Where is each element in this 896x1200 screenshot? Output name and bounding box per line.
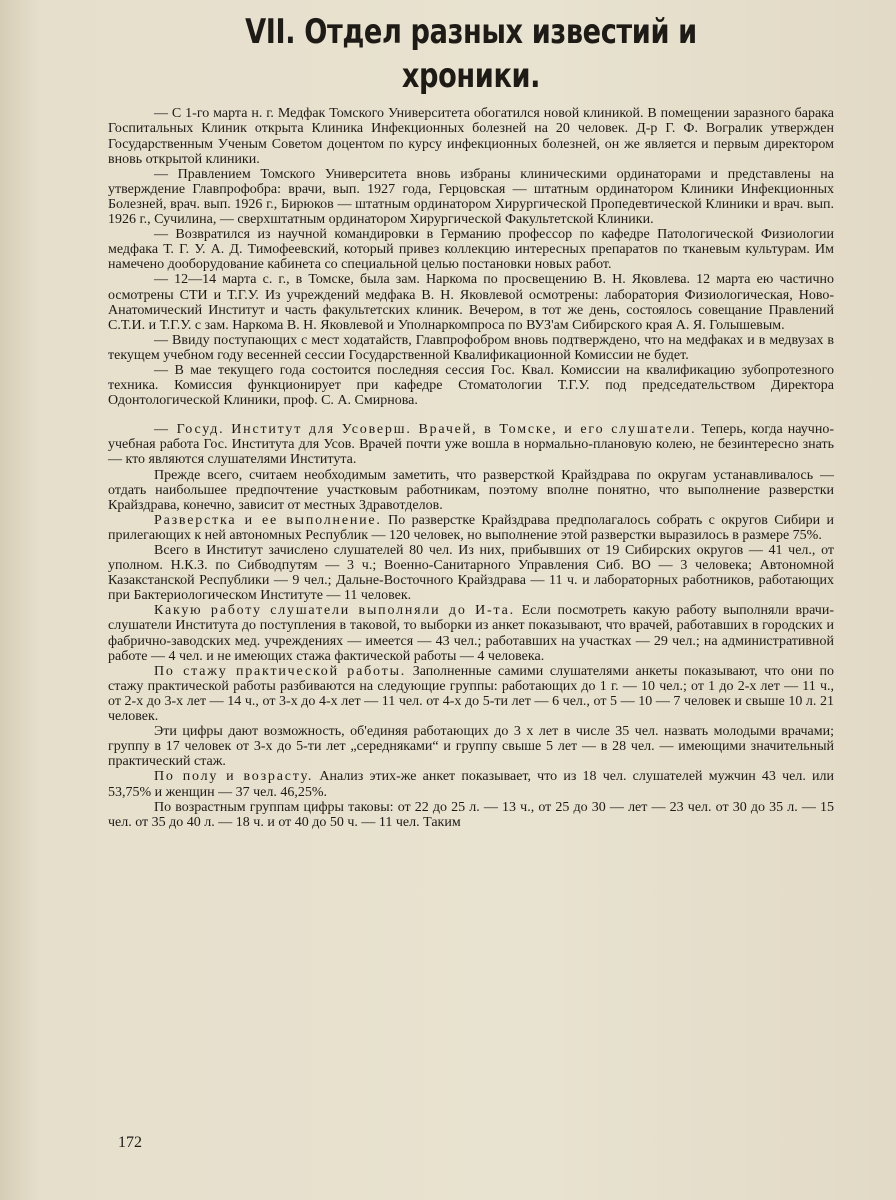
paragraph-text: По возрастным группам цифры таковы: от 22 до 25 л. — 13 ч., от 25 до 30 — лет — 23 чел. от 30 до 35 л. — 15 чел. от 35 до 40 л. — 18 ч. и от 40 до 50 ч. — 11 чел. Таким xyxy=(108,799,834,830)
paragraph-lead: По стажу практической работы. xyxy=(154,663,407,679)
news-paragraph xyxy=(108,363,834,408)
article-body xyxy=(108,106,834,829)
paragraph-text: Прежде всего, считаем необходимым заметить, что разверсткой Крайздрава по округам устанавливалось — отдать наибольшее предпочтение участковым работникам, поэтому вполне понятно, что выполнение разверстки Крайздрава, конечно, зависит от местных Здравотделов. xyxy=(108,467,834,513)
news-paragraph xyxy=(108,724,834,769)
page-title: VII. Отдел разных известий и хроники. xyxy=(245,12,697,97)
paragraph-text: — Правлением Томского Университета вновь избраны клиническими ординаторами и представлены на утверждение Главпрофобра: врачи, вып. 1927 года, Герцовская — штатным ординатором Клиники Инфекционных Болезней, врач. вып. 1926 г., Бирюков — штатным ординатором Хирургической Пропедевтической Клиники и врач. вып. 1926 г., Сучилина, — сверхштатным ординатором Хирургической Факультетской Клиники. xyxy=(108,166,834,228)
news-paragraph xyxy=(108,272,834,332)
news-paragraph xyxy=(108,106,834,166)
page-number: 172 xyxy=(118,1134,142,1151)
paragraph-gap xyxy=(108,408,834,422)
paragraph-text: Всего в Институт зачислено слушателей 80 чел. Из них, прибывших от 19 Сибирских округов — 41 чел., от уполном. Н.К.З. по Сибводпутям — 3 ч.; Военно-Санитарного Управления Сиб. ВО — 3 человека; Автономной Казакстанской Республики — 9 чел.; Дальне-Восточного Крайздрава — 11 ч. и лабораторных работников, работающих при Бактериологическом Институте — 11 человек. xyxy=(108,543,834,604)
paragraph-text: — Ввиду поступающих с мест ходатайств, Главпрофобром вновь подтверждено, что на медфаках и в медвузах в текущем учебном году весенней сессии Государственной Квалификационной Комиссии не будет. xyxy=(108,332,834,363)
paragraph-lead: Разверстка и ее выполнение. xyxy=(154,512,382,528)
news-paragraph xyxy=(108,513,834,543)
news-paragraph xyxy=(108,603,834,663)
news-paragraph xyxy=(108,333,834,363)
paragraph-lead: — Госуд. Институт для Усоверш. Врачей, в Томске, и его слушатели. xyxy=(154,422,697,438)
paragraph-text: По разверстке Крайздрава предполагалось собрать с округов Сибири и прилегающих к ней автономных Республик — 120 человек, но выполнение этой разверстки выразилось в размере 75%. xyxy=(108,512,834,543)
paragraph-text: Теперь, когда научно-учебная работа Гос. Института для Усов. Врачей почти уже вошла в нормально-плановую колею, не безинтересно знать — кто являются слушателями Института. xyxy=(108,422,834,468)
news-paragraph xyxy=(108,664,834,724)
news-paragraph xyxy=(108,468,834,513)
paragraph-text: — С 1-го марта н. г. Медфак Томского Университета обогатился новой клиникой. В помещении заразного барака Госпитальных Клиник открыта Клиника Инфекционных болезней на 20 человек. Д-р Г. Ф. Вогралик утвержден Государственным Ученым Советом доцентом по курсу инфекционных болезней, он же является и первым директором вновь открытой клиники. xyxy=(108,106,834,167)
news-paragraph xyxy=(108,800,834,830)
paragraph-text: Если посмотреть какую работу выполняли врачи-слушатели Института до поступления в таковой, то выборки из анкет показывают, что врачей, работавших в городских и фабрично-заводских мед. учреждениях — имеется — 43 чел.; работавших на участках — 29 чел.; на административной работе — 4 чел. и не имеющих стажа фактической работы — 4 человека. xyxy=(108,603,834,664)
news-paragraph xyxy=(108,769,834,799)
paragraph-text: — В мае текущего года состоится последняя сессия Гос. Квал. Комиссии на квалификацию зубопротезного техника. Комиссия функционирует при кафедре Стоматологии Т.Г.У. под председательством Директора Одонтологической Клиники, проф. С. А. Смирнова. xyxy=(108,362,834,409)
paragraph-text: Эти цифры дают возможность, об'единяя работающих до 3 х лет в числе 35 чел. назвать молодыми врачами; группу в 17 человек от 3-х до 5-ти лет „середняками“ и группу свыше 5 лет — в 28 чел. — имеющими значительный практический стаж. xyxy=(108,724,834,770)
news-paragraph xyxy=(108,422,834,467)
paragraph-lead: По полу и возрасту. xyxy=(154,769,314,785)
news-paragraph xyxy=(108,227,834,272)
paragraph-text: — Возвратился из научной командировки в Германию профессор по кафедре Патологической Физиологии медфака Т. Г. У. А. Д. Тимофеевский, который привез коллекцию интересных препаратов по тканевым культурам. Им намечено дооборудование кабинета со специальной целью постановки новых работ. xyxy=(108,227,834,273)
paragraph-text: Заполненные самими слушателями анкеты показывают, что они по стажу практической работы разбиваются на следующие группы: работающих до 1 г. — 10 чел.; от 1 до 2-х лет — 11 ч., от 2-х до 3-х лет — 14 ч., от 3-х до 4-х лет — 11 чел. от 4-х до 5-ти лет — 6 чел., от 5 — 10 — 7 человек и свыше 10 л. 21 человек. xyxy=(108,663,834,725)
paragraph-lead: Какую работу слушатели выполняли до И-та. xyxy=(154,603,515,619)
news-paragraph xyxy=(108,167,834,227)
news-paragraph xyxy=(108,543,834,603)
paragraph-text: — 12—14 марта с. г., в Томске, была зам. Наркома по просвещению В. Н. Яковлева. 12 марта ею частично осмотрены СТИ и Т.Г.У. Из учреждений медфака В. Н. Яковлевой осмотрены: лаборатория Физиологическая, Ново-Анатомический Институт и часть факультетских клиник. Вечером, в тот же день, состоялось совещание Правлений С.Т.И. и Т.Г.У. с зам. Наркома В. Н. Яковлевой и Уполнаркомпроса по ВУЗ'ам Сибирского края А. Я. Голышевым. xyxy=(108,272,834,333)
paragraph-text: Анализ этих-же анкет показывает, что из 18 чел. слушателей мужчин 43 чел. или 53,75% и женщин — 37 чел. 46,25%. xyxy=(108,769,835,800)
